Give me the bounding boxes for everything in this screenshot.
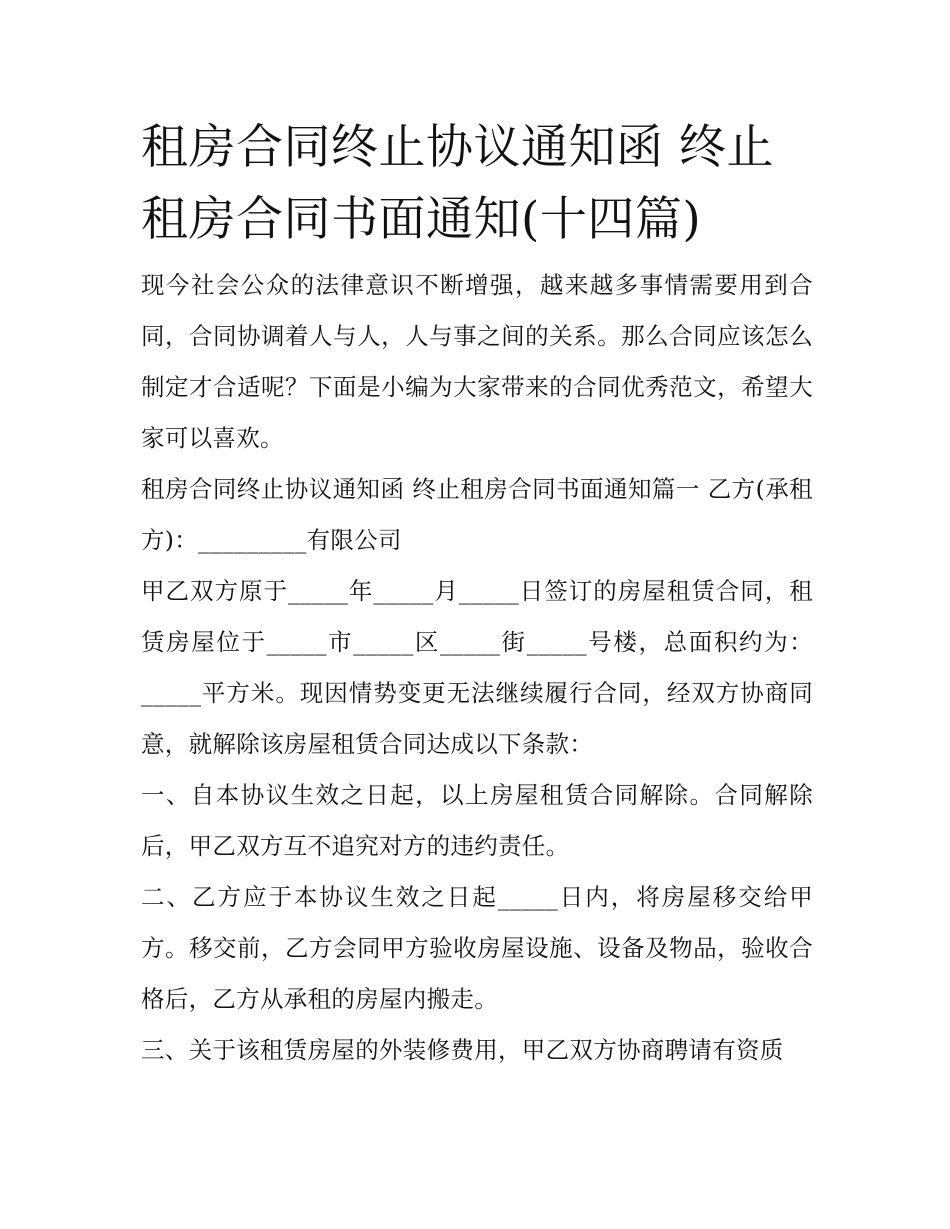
contract-details-paragraph: 甲乙双方原于_____年_____月_____日签订的房屋租赁合同，租赁房屋位于_____市_____区_____街_____号楼，总面积约为：_____平方米。现因情势变更无法继续履行合同，经双方协商同意，就解除该房屋租赁合同达成以下条款： xyxy=(141,577,813,758)
clause-one-paragraph: 一、自本协议生效之日起，以上房屋租赁合同解除。合同解除后，甲乙双方互不追究对方的违约责任。 xyxy=(141,781,813,860)
clause-three-paragraph: 三、关于该租赁房屋的外装修费用，甲乙双方协商聘请有资质 xyxy=(141,1036,784,1064)
clause-two-paragraph: 二、乙方应于本协议生效之日起_____日内，将房屋移交给甲方。移交前，乙方会同甲方验收房屋设施、设备及物品，验收合格后，乙方从承租的房屋内搬走。 xyxy=(141,883,813,1013)
section-heading-paragraph: 租房合同终止协议通知函 终止租房合同书面通知篇一 乙方(承租方)：_________有限公司 xyxy=(141,475,813,554)
document-page xyxy=(141,112,813,1076)
document-title: 租房合同终止协议通知函 终止租房合同书面通知(十四篇) xyxy=(141,120,774,247)
intro-paragraph: 现今社会公众的法律意识不断增强，越来越多事情需要用到合同，合同协调着人与人，人与事之间的关系。那么合同应该怎么制定才合适呢？下面是小编为大家带来的合同优秀范文，希望大家可以喜欢。 xyxy=(141,271,813,452)
